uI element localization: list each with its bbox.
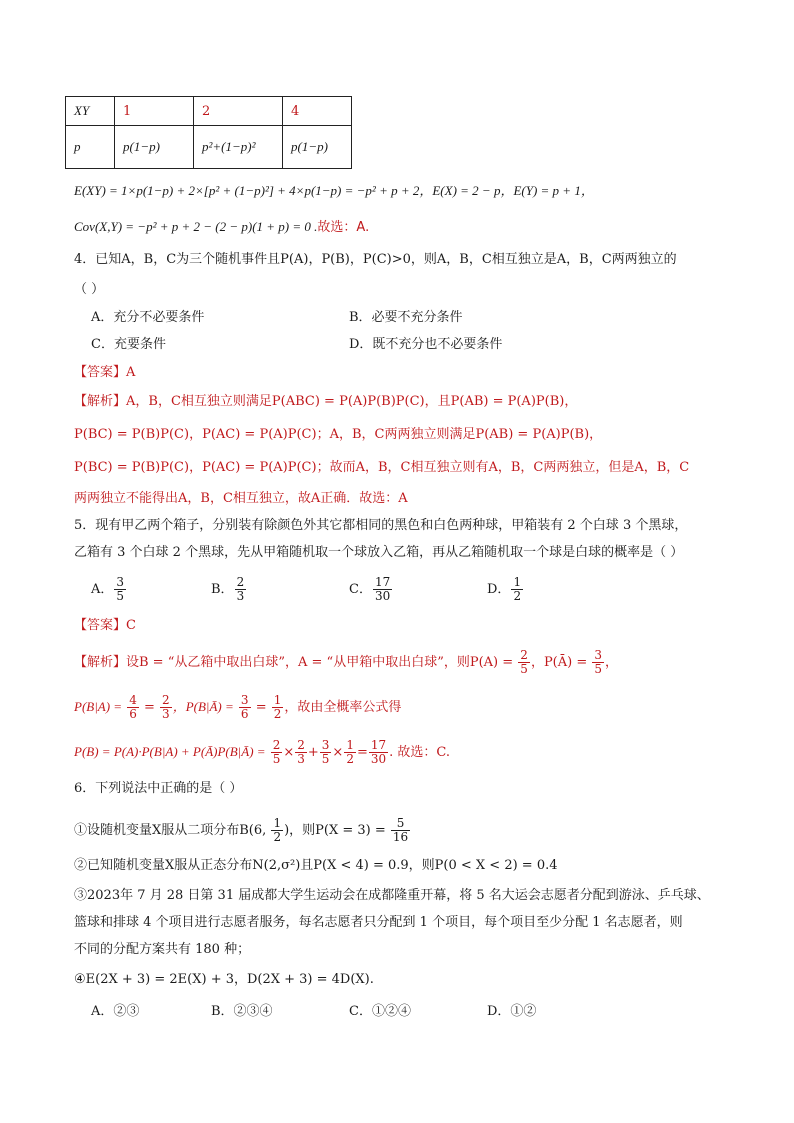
expectation-line: E(XY) = 1×p(1−p) + 2×[p² + (1−p)²] + 4×p(1−p) = −p² + p + 2，E(X) = 2 − p，E(Y) = p + 1，	[74, 183, 594, 198]
table-header-row	[66, 97, 352, 126]
numerator: 17	[370, 738, 387, 752]
table-header-cell: 1	[115, 97, 194, 126]
denominator: 5	[272, 752, 281, 766]
option-5d	[487, 574, 524, 606]
statement-3-line1: ③2023年 7 月 28 日第 31 届成都大学生运动会在成都隆重开幕，将 5 名大运会志愿者分配到游泳、乒乓球、	[74, 888, 710, 903]
table-row	[66, 126, 352, 169]
fraction-one-half	[271, 817, 283, 844]
denominator: 5	[321, 752, 330, 766]
statement-3-line2: 篮球和排球 4 个项目进行志愿者服务，每名志愿者只分配到 1 个项目，每个项目至少分配 1 名志愿者，则	[74, 915, 683, 930]
denominator: 30	[374, 589, 391, 603]
explanation-4-line1: 【解析】A，B，C相互独立则满足P(ABC) = P(A)P(B)P(C)，且P(AB) = P(A)P(B)，	[74, 394, 578, 409]
covariance-line	[74, 218, 369, 237]
explanation-5-text: ，P(B|Ā) =	[172, 699, 234, 714]
covariance-formula: Cov(X,Y) = −p² + p + 2 − (2 − p)(1 + p) = 0 .	[74, 219, 318, 234]
table-cell: p	[66, 126, 115, 169]
covariance-answer: 故选：A.	[317, 220, 370, 235]
explanation-5-text: ，P(Ā) =	[530, 655, 588, 670]
denominator: 3	[162, 707, 170, 721]
question-4-paren: （ ）	[74, 282, 105, 297]
option-5c-fraction	[373, 576, 392, 603]
table-header-cell: 2	[194, 97, 283, 126]
fraction-two-fifths	[271, 739, 283, 766]
explanation-5-text: . 故选：C.	[389, 745, 451, 760]
numerator: 2	[520, 648, 528, 662]
option-5b-label: B．	[211, 582, 234, 597]
explanation-5-line2	[74, 692, 401, 723]
option-5b-fraction	[235, 576, 247, 603]
fraction-three-sixths	[239, 694, 251, 721]
numerator: 5	[391, 817, 410, 831]
numerator: 1	[513, 575, 522, 589]
option-4b: B．必要不充分条件	[349, 310, 463, 325]
option-6a: A．②③	[91, 1004, 140, 1019]
option-6b: B．②③④	[211, 1004, 273, 1019]
option-5d-fraction	[511, 576, 523, 603]
statement-4: ④E(2X + 3) = 2E(X) + 3，D(2X + 3) = 4D(X).	[74, 972, 374, 987]
fraction-one-half	[272, 694, 284, 721]
explanation-5-text: P(B) = P(A)·P(B|A) + P(Ā)P(B|Ā) =	[74, 744, 266, 759]
statement-3-line3: 不同的分配方案共有 180 种；	[74, 942, 251, 957]
explanation-4-line3: P(BC) = P(B)P(C)，P(AC) = P(A)P(C)；故而A，B，C相互独立则有A，B，C两两独立，但是A，B，C	[74, 460, 690, 475]
table-cell: p²+(1−p)²	[194, 126, 283, 169]
option-5a	[91, 574, 127, 606]
option-6c: C．①②④	[349, 1004, 411, 1019]
numerator: 3	[321, 738, 330, 752]
answer-4: 【答案】A	[74, 365, 136, 380]
denominator: 5	[520, 662, 528, 676]
fraction-two-fifths	[518, 649, 530, 676]
explanation-4-line4: 两两独立不能得出A，B，C相互独立，故A正确．故选：A	[74, 491, 408, 506]
statement-2: ②已知随机变量X服从正态分布N(2,σ²)且P(X < 4) = 0.9，则P(0 < X < 2) = 0.4	[74, 858, 558, 873]
denominator: 5	[594, 662, 603, 676]
option-5c-label: C．	[349, 582, 372, 597]
option-5a-fraction	[114, 576, 126, 603]
question-5-stem-line1: 5．现有甲乙两个箱子，分别装有除颜色外其它都相同的黑色和白色两种球，甲箱装有 2 个白球 3 个黑球，	[74, 518, 688, 533]
numerator: 2	[236, 575, 245, 589]
numerator: 1	[346, 738, 354, 752]
distribution-table	[65, 96, 352, 169]
table-header-cell: XY	[66, 97, 115, 126]
denominator: 30	[370, 752, 387, 766]
option-4c: C．充要条件	[91, 337, 166, 352]
numerator: 2	[272, 738, 281, 752]
fraction-three-fifths	[320, 739, 332, 766]
denominator: 3	[297, 752, 305, 766]
option-4a: A．充分不必要条件	[91, 310, 205, 325]
equals-sign: =	[255, 700, 267, 715]
question-5-stem-line2: 乙箱有 3 个白球 2 个黑球，先从甲箱随机取一个球放入乙箱，再从乙箱随机取一个球是白球的概率是（ ）	[74, 545, 684, 560]
numerator: 3	[594, 648, 603, 662]
denominator: 5	[116, 589, 125, 603]
denominator: 6	[240, 707, 249, 721]
denominator: 2	[273, 707, 282, 721]
option-5d-label: D．	[487, 582, 511, 597]
explanation-4-line2: P(BC) = P(B)P(C)，P(AC) = P(A)P(C)；A，B，C两两独立则满足P(AB) = P(A)P(B)，	[74, 427, 603, 442]
option-5c	[349, 574, 393, 606]
numerator: 17	[374, 575, 391, 589]
question-6-stem: 6．下列说法中正确的是（ ）	[74, 781, 243, 796]
option-5a-label: A．	[91, 582, 114, 597]
numerator: 2	[297, 738, 305, 752]
numerator: 1	[273, 693, 282, 707]
option-4d: D．既不充分也不必要条件	[349, 337, 503, 352]
table-cell: p(1−p)	[283, 126, 352, 169]
statement-1-text: )，则P(X = 3) =	[284, 823, 386, 838]
explanation-5-text: 【解析】设B = “从乙箱中取出白球”，A = “从甲箱中取出白球”，则P(A) =	[74, 655, 514, 670]
fraction-seventeen-thirtieths	[369, 739, 388, 766]
explanation-5-line1: 【解析】设B = “从乙箱中取出白球”，A = “从甲箱中取出白球”，则P(A) = $\frac{2}{5}$ ，P(Ā) = $\frac{3}{5}$ ，	[74, 648, 619, 676]
question-4-stem: 4．已知A，B，C为三个随机事件且P(A)，P(B)，P(C)>0，则A，B，C相互独立是A，B，C两两独立的	[74, 252, 677, 267]
numerator: 3	[116, 575, 125, 589]
denominator: 3	[236, 589, 245, 603]
fraction-one-half	[344, 739, 356, 766]
table-header-cell: 4	[283, 97, 352, 126]
denominator: 6	[129, 707, 137, 721]
denominator: 16	[392, 830, 409, 844]
explanation-5-text: ，故由全概率公式得	[284, 700, 402, 715]
explanation-5-line3: P(B) = P(A)·P(B|A) + P(Ā)P(B|Ā) = $\frac{2}{5}$ × $\frac{2}{3}$ + $\frac{3}{5}$ × $\frac{1}{2}$ = $\frac{17}{30}$ . 故选：C.	[74, 738, 451, 766]
table-cell: p(1−p)	[115, 126, 194, 169]
statement-1-text: ①设随机变量X服从二项分布B(6,	[74, 823, 267, 838]
fraction-two-thirds	[160, 694, 172, 721]
option-5b	[211, 574, 247, 606]
equals-sign: =	[144, 700, 155, 715]
fraction-three-fifths	[592, 649, 604, 676]
denominator: 2	[346, 752, 354, 766]
denominator: 2	[513, 589, 522, 603]
numerator: 4	[129, 693, 137, 707]
answer-5: 【答案】C	[74, 618, 136, 633]
fraction-five-sixteenths	[391, 817, 410, 844]
explanation-5-text: P(B|A) =	[74, 699, 123, 714]
fraction-two-thirds	[295, 739, 307, 766]
fraction-four-sixths	[127, 694, 139, 721]
numerator: 3	[240, 693, 249, 707]
option-6d: D．①②	[487, 1004, 537, 1019]
numerator: 1	[273, 816, 282, 830]
statement-1	[74, 815, 411, 847]
denominator: 2	[273, 830, 282, 844]
numerator: 2	[162, 693, 170, 707]
